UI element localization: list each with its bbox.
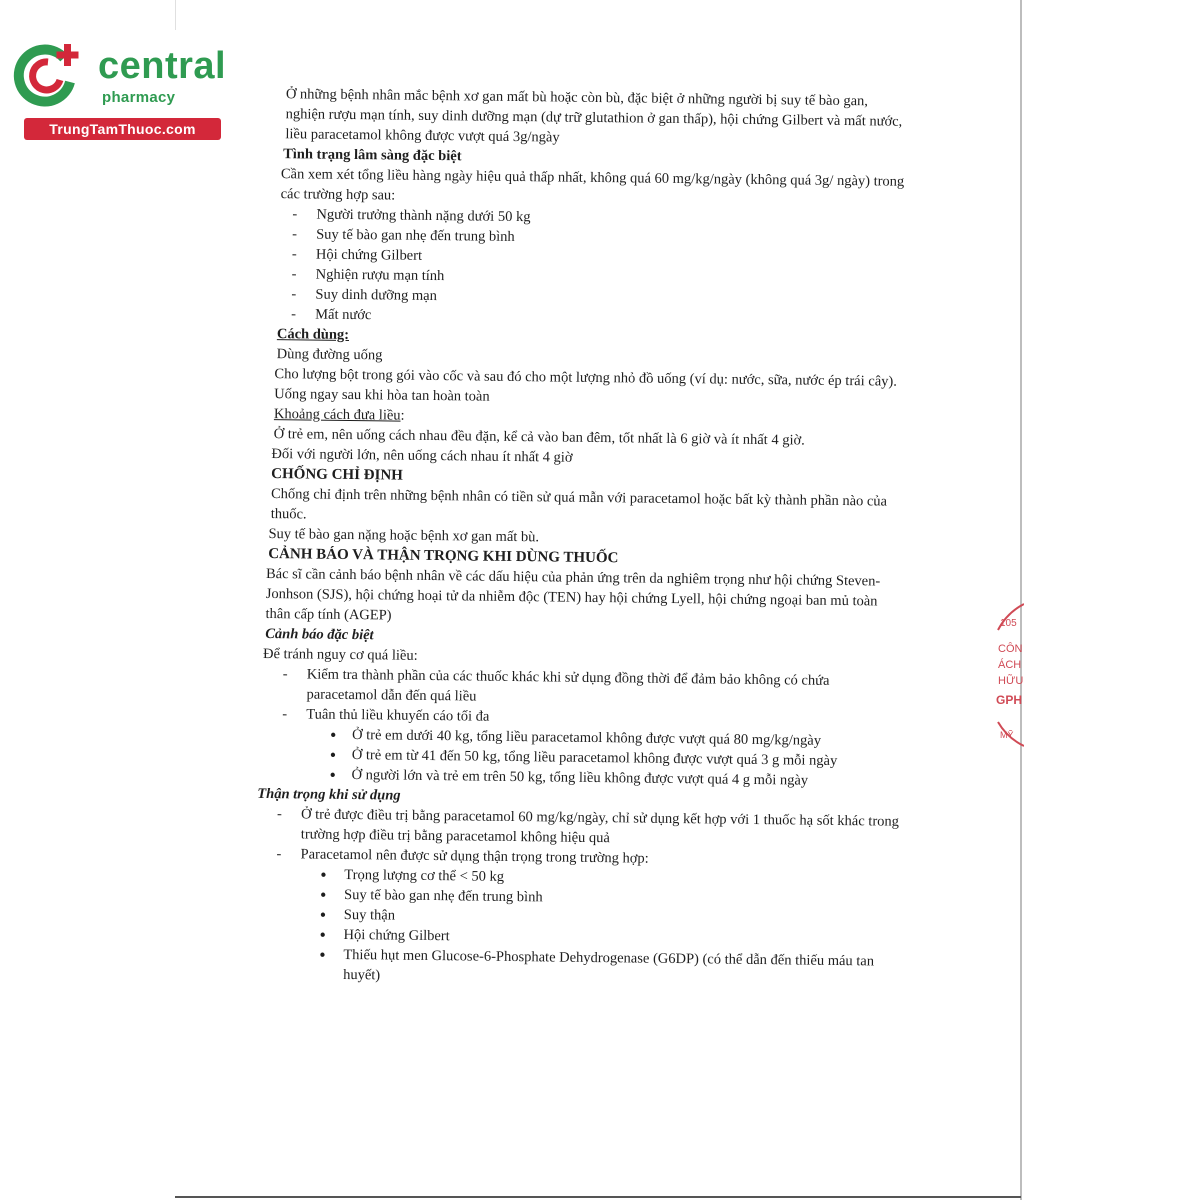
list-item: • Ở người lớn và trẻ em trên 50 kg, tổng liều không được vượt quá 4 g mỗi ngày <box>261 764 901 792</box>
list-item: - Suy tế bào gan nhẹ đến trung bình <box>268 224 908 252</box>
logo-subtitle: pharmacy <box>102 89 176 106</box>
list-item: - Paracetamol nên được sử dụng thận trọng trong trường hợp: <box>256 844 900 872</box>
stamp-line-1: 105 <box>1000 618 1017 629</box>
list-item: - Kiểm tra thành phần của các thuốc khác khi sử dụng đồng thời để đảm bảo không có chứa paracetamol dẫn đến quá liều <box>262 664 902 712</box>
overdose-list <box>262 664 903 732</box>
document-body <box>259 84 910 992</box>
logo-name: central <box>98 45 227 87</box>
list-item: • Ở trẻ em từ 41 đến 50 kg, tổng liều paracetamol không được vượt quá 3 g mỗi ngày <box>262 744 902 772</box>
interval-adult-text: Đối với người lớn, nên uống cách nhau ít nhất 4 giờ <box>271 446 573 466</box>
warnings-heading: CẢNH BÁO VÀ THẬN TRỌNG KHI DÙNG THUỐC <box>268 546 619 567</box>
list-item: - Nghiện rượu mạn tính <box>268 264 908 292</box>
stamp-line-3: ÁCH <box>998 659 1022 671</box>
list-item: • Suy tế bào gan nhẹ đến trung bình <box>254 884 900 912</box>
stamp-line-4: HỮU <box>998 675 1024 687</box>
caution-sub-list <box>253 864 900 992</box>
page-edge-top <box>175 0 176 30</box>
max-dose-list <box>261 724 902 792</box>
contraindication-text-1: Chống chỉ định trên những bệnh nhân có tiền sử quá mẫn với paracetamol hoặc bất kỳ thành phần nào của thuốc. <box>270 486 888 523</box>
caution-list <box>256 804 901 872</box>
special-conditions-heading: Tình trạng lâm sàng đặc biệt <box>283 146 462 165</box>
warnings-text: Bác sĩ cần cảnh báo bệnh nhân về các dấu hiệu của phản ứng trên da nghiêm trọng như hội chứng Steven-Jonhson (SJS), hội chứng hoại tử da nhiễm độc (TEN) hay hội chứng Lyell, hội chứng ngoại ban mủ toàn thân cấp tính (AGEP) <box>265 565 881 624</box>
list-item: • Thiếu hụt men Glucose-6-Phosphate Dehydrogenase (G6DP) (có thể dẫn đến thiếu máu tan huyết) <box>253 944 899 992</box>
interval-child-text: Ở trẻ em, nên uống cách nhau đều đặn, kể cả vào ban đêm, tốt nhất là 6 giờ và ít nhất 4 giờ. <box>273 426 805 449</box>
list-item: • Trọng lượng cơ thể < 50 kg <box>254 864 900 892</box>
caution-heading: Thận trọng khi sử dụng <box>257 785 401 804</box>
list-item: • Ở trẻ em dưới 40 kg, tổng liều paracetamol không được vượt quá 80 mg/kg/ngày <box>262 724 902 752</box>
stamp-line-6: MỸ <box>1000 730 1014 740</box>
special-conditions-list <box>267 204 908 332</box>
usage-heading: Cách dùng: <box>276 326 350 343</box>
list-item: • Suy thận <box>254 904 900 932</box>
overdose-text: Để tránh nguy cơ quá liều: <box>262 645 418 664</box>
usage-route: Dùng đường uống <box>276 346 383 364</box>
intro-paragraph: Ở những bệnh nhân mắc bệnh xơ gan mất bù hoặc còn bù, đặc biệt ở những người bị suy tế bào gan, nghiện rượu mạn tính, suy dinh dưỡng mạn (dự trữ glutathion ở gan thấp), hội chứng Gilbert và mất nước, liều paracetamol không được vượt quá 3g/ngày <box>285 86 903 146</box>
interval-heading-colon: : <box>400 407 405 424</box>
usage-text: Cho lượng bột trong gói vào cốc và sau đó cho một lượng nhỏ đồ uống (ví dụ: nước, sữa, nước ép trái cây). Uống ngay sau khi hòa tan hoàn toàn <box>274 366 897 405</box>
list-item: - Ở trẻ được điều trị bằng paracetamol 60 mg/kg/ngày, chỉ sử dụng kết hợp với 1 thuốc hạ sốt khác trong trường hợp điều trị bằng paracetamol không hiệu quả <box>257 804 901 852</box>
page-edge-bottom <box>175 1196 1021 1198</box>
contraindication-heading: CHỐNG CHỈ ĐỊNH <box>271 466 404 484</box>
approval-stamp <box>992 600 1024 750</box>
list-item: • Hội chứng Gilbert <box>253 924 899 952</box>
stamp-line-2: CÔN <box>998 643 1023 655</box>
interval-heading-label: Khoảng cách đưa liều <box>273 406 401 424</box>
stamp-line-5: GPH <box>996 693 1023 707</box>
logo-url-banner: TrungTamThuoc.com <box>24 118 221 140</box>
list-item: - Suy dinh dưỡng mạn <box>267 284 907 312</box>
contraindication-text-2: Suy tế bào gan nặng hoặc bệnh xơ gan mất bù. <box>268 526 540 546</box>
special-warning-heading: Cảnh báo đặc biệt <box>265 625 374 644</box>
list-item: - Hội chứng Gilbert <box>268 244 908 272</box>
list-item: - Người trưởng thành nặng dưới 50 kg <box>268 204 908 232</box>
central-pharmacy-logo <box>12 40 227 140</box>
list-item: - Tuân thủ liều khuyến cáo tối đa <box>262 704 902 732</box>
list-item: - Mất nước <box>267 304 907 332</box>
pharmacy-cross-icon <box>12 40 84 112</box>
special-conditions-text: Cần xem xét tổng liều hàng ngày hiệu quả thấp nhất, không quá 60 mg/kg/ngày (không quá 3g/ ngày) trong các trường hợp sau: <box>280 166 905 204</box>
